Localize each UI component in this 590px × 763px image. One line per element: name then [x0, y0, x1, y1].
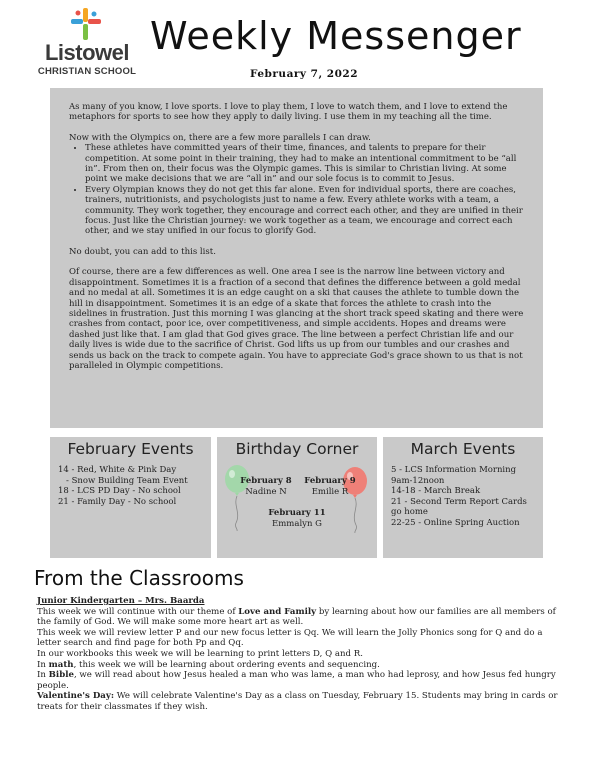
birthday-corner-panel: [217, 437, 377, 558]
text-run: In: [37, 659, 49, 670]
classroom-paragraph: [37, 691, 562, 712]
newsletter-date: February 7, 2022: [250, 68, 359, 80]
text-run-bold: math: [48, 659, 74, 670]
cross-logo-icon: [68, 6, 104, 42]
classroom-paragraph: In our workbooks this week we will be learning to print letters D, Q and R.: [37, 648, 363, 659]
march-events-title: March Events: [410, 440, 516, 458]
event-item: - Snow Building Team Event: [66, 475, 188, 486]
logo-subtitle: CHRISTIAN SCHOOL: [37, 66, 137, 77]
event-item: 18 - LCS PD Day - No school: [58, 486, 181, 497]
green-balloon-icon: [223, 465, 251, 531]
message-bullet-list: [69, 143, 525, 237]
classrooms-section-title: From the Classrooms: [34, 566, 244, 590]
birthday-entry: [301, 476, 359, 497]
message-bullet: • These athletes have committed years of their time, finances, and talents to prepare for their competition. At some point in their training, they had to make an intentional commitment to be “all in”. From then on, their focus was the Olympic games. This is similar to Christian living. At some point we make decisions that we are “all in” and our sole focus is to commit to Jesus.: [85, 143, 525, 185]
newsletter-title: Weekly Messenger: [150, 14, 522, 58]
birthday-date: February 11: [268, 508, 326, 518]
birthday-name: Emilie R: [311, 486, 349, 497]
february-events-panel: [50, 437, 211, 558]
text-run-bold: Love and Family: [238, 606, 317, 617]
message-bullet: • Every Olympian knows they do not get this far alone. Even for individual sports, there are coaches, trainers, nutritionists, and psychologists just to name a few. Every athlete works with a team, a community. They work together, they encourage and correct each other, and they are unified in their focus. Just like the Christian journey: we work together as a team, we encourage and correct each other, and we stay unified in our focus to glorify God.: [85, 185, 525, 237]
birthday-date: February 8: [240, 476, 292, 486]
text-run: This week we will continue with our theme of: [37, 606, 239, 617]
classroom-update: [37, 596, 562, 713]
birthday-corner-title: Birthday Corner: [235, 440, 359, 458]
event-item: 21 - Second Term Report Cards go home: [391, 496, 527, 518]
february-events-list: [50, 465, 211, 507]
principal-message: [50, 88, 543, 428]
classroom-paragraph: This week we will review letter P and our new focus letter is Qq. We will learn the Jolly Phonics song for Q and do a letter search and find page for both Pp and Qq.: [37, 627, 543, 649]
march-events-panel: [383, 437, 543, 558]
birthday-name: Emmalyn G: [272, 518, 322, 529]
school-logo: [28, 6, 146, 76]
event-item: 22-25 - Online Spring Auction: [391, 517, 520, 528]
birthday-entry: [263, 508, 331, 529]
march-events-list: [383, 465, 543, 529]
birthday-date: February 9: [304, 476, 356, 486]
text-run-bold: Bible: [48, 670, 74, 681]
message-paragraph: Now with the Olympics on, there are a few more parallels I can draw.: [69, 132, 371, 143]
february-events-title: February Events: [67, 440, 194, 458]
message-paragraph: No doubt, you can add to this list.: [69, 246, 216, 257]
logo-name: Listowel: [44, 40, 129, 65]
event-item: 21 - Family Day - No school: [58, 496, 177, 507]
text-run-bold: Valentine's Day:: [37, 691, 115, 702]
classroom-paragraph: [37, 670, 562, 691]
event-item: 14 - Red, White & Pink Day: [58, 465, 177, 475]
text-run: , this week we will be learning about ordering events and sequencing.: [73, 659, 380, 670]
message-paragraph: Of course, there are a few differences as well. One area I see is the narrow line between victory and disappointment. Sometimes it is a fraction of a second that defines the difference between a gold medal and no medal at all. Sometimes it is an edge caught on a ski that causes the athlete to tumble down the hill in disappointment. Sometimes it is an edge of a skate that forces the athlete to crash into the sidelines in frustration. Just this morning I was glancing at the short track speed skating and there were crashes from contact, poor ice, over competitiveness, and simple accidents. Hopes and dreams were dashed just like that. I am glad that God gives grace. The line between a perfect Christian life and our daily lives is wide due to the sacrifice of Christ. God lifts us up from our tumbles and our crashes and sends us back on the track to compete again. You have to appreciate God's grace shown to us that is not paralleled in Olympic competitions.: [69, 267, 524, 371]
message-paragraph: As many of you know, I love sports. I love to play them, I love to watch them, and I love to extend the metaphors for sports to see how they apply to daily living. I use them in my teaching all the time.: [69, 102, 508, 123]
event-item: 14-18 - March Break: [391, 486, 481, 497]
text-run: , we will read about how Jesus healed a man who was lame, a man who had leprosy, and how Jesus fed hungry people.: [37, 670, 556, 691]
birthday-entry: [237, 476, 295, 497]
classroom-paragraph: [37, 607, 562, 628]
teacher-heading: Junior Kindergarten – Mrs. Baarda: [37, 596, 205, 606]
event-item: 5 - LCS Information Morning 9am-12noon: [391, 465, 517, 486]
text-run: by learning about how our families are all members of the family of God. We will make some more heart art as well.: [37, 606, 556, 628]
classroom-paragraph: [37, 660, 562, 671]
text-run: We will celebrate Valentine's Day as a class on Tuesday, February 15. Students may bring in cards or treats for their classmates if they wish.: [37, 691, 558, 712]
birthday-name: Nadine N: [245, 486, 287, 497]
text-run: In: [37, 670, 49, 681]
